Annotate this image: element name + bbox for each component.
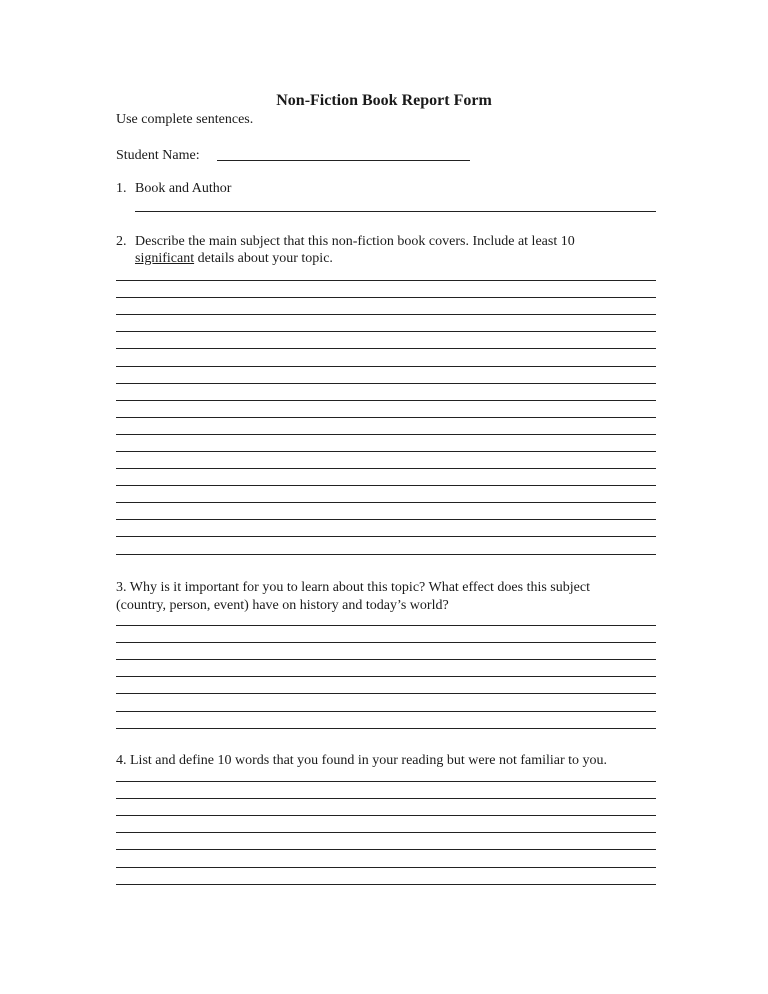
q2-text-line1: Describe the main subject that this non-fiction book covers. Include at least 10 (135, 234, 575, 249)
answer-line[interactable] (116, 659, 656, 660)
student-name-field-line[interactable] (217, 160, 470, 161)
answer-line[interactable] (116, 884, 656, 885)
answer-line[interactable] (116, 451, 656, 452)
answer-line[interactable] (116, 728, 656, 729)
answer-line[interactable] (116, 348, 656, 349)
answer-line[interactable] (116, 502, 656, 503)
form-title: Non-Fiction Book Report Form (276, 92, 492, 109)
answer-line[interactable] (116, 366, 656, 367)
q1-answer-line[interactable] (135, 211, 656, 212)
answer-line[interactable] (116, 554, 656, 555)
answer-line[interactable] (116, 711, 656, 712)
answer-line[interactable] (116, 849, 656, 850)
answer-line[interactable] (116, 798, 656, 799)
answer-line[interactable] (116, 434, 656, 435)
answer-line[interactable] (116, 519, 656, 520)
answer-line[interactable] (116, 400, 656, 401)
answer-line[interactable] (116, 297, 656, 298)
q2-text-line2-rest: details about your topic. (194, 251, 333, 266)
answer-line[interactable] (116, 536, 656, 537)
answer-line[interactable] (116, 314, 656, 315)
q2-emphasis-word: significant (135, 251, 195, 266)
answer-line[interactable] (116, 781, 656, 782)
answer-line[interactable] (116, 832, 656, 833)
instruction-text: Use complete sentences. (116, 112, 254, 127)
student-name-label: Student Name: (116, 148, 200, 163)
q1-text: Book and Author (135, 181, 232, 196)
q2-text-line2 (135, 250, 333, 268)
q1-number: 1. (116, 181, 127, 196)
answer-line[interactable] (116, 676, 656, 677)
answer-line[interactable] (116, 625, 656, 626)
answer-line[interactable] (116, 485, 656, 486)
q2-number: 2. (116, 234, 127, 249)
answer-line[interactable] (116, 693, 656, 694)
answer-line[interactable] (116, 417, 656, 418)
q4-text-line1: 4. List and define 10 words that you found in your reading but were not familiar to you. (116, 753, 608, 768)
answer-line[interactable] (116, 642, 656, 643)
answer-line[interactable] (116, 468, 656, 469)
q3-text-line2: (country, person, event) have on history and today’s world? (116, 598, 449, 613)
answer-line[interactable] (116, 280, 656, 281)
q3-text-line1: 3. Why is it important for you to learn about this topic? What effect does this subject (116, 580, 590, 595)
answer-line[interactable] (116, 815, 656, 816)
answer-line[interactable] (116, 867, 656, 868)
answer-line[interactable] (116, 383, 656, 384)
answer-line[interactable] (116, 331, 656, 332)
